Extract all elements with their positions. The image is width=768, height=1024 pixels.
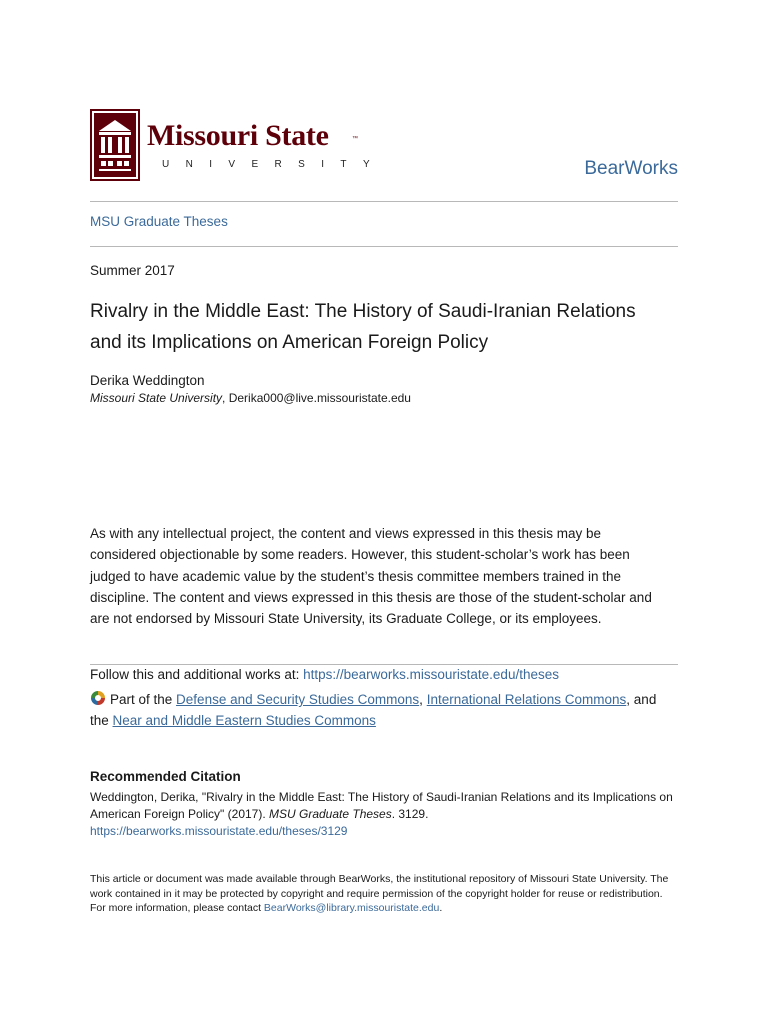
title-line-2: and its Implications on American Foreign Policy	[90, 332, 489, 353]
part-of-sep-2: , and the	[90, 692, 657, 728]
disclaimer-paragraph: As with any intellectual project, the content and views expressed in this thesis may be considered objectionable by some readers. However, this student-scholar’s work has been judged to have academic value by the student’s thesis committee members trained in the discipline. The content and views expressed in this thesis are those of the student-scholar and are not endorsed by Missouri State University, its Graduate College, or its employees.	[90, 526, 652, 627]
defense-security-commons-link[interactable]: Defense and Security Studies Commons	[176, 692, 420, 707]
divider-follow	[90, 664, 678, 665]
near-middle-eastern-commons-link[interactable]: Near and Middle Eastern Studies Commons	[112, 713, 376, 728]
contact-prefix: For more information, please contact	[90, 902, 264, 914]
theses-url-link[interactable]: https://bearworks.missouristate.edu/theses	[303, 667, 559, 682]
follow-line	[90, 667, 559, 682]
footer-repository-text: This article or document was made available through BearWorks, the institutional repository of Missouri State University. The work contained in it may be protected by copyright and require permission of the copyright holder for reuse or redistribution.	[90, 873, 669, 900]
contact-suffix: .	[439, 902, 443, 914]
citation-url-link[interactable]: https://bearworks.missouristate.edu/theses/3129	[90, 824, 348, 838]
affiliation-separator: ,	[222, 391, 229, 405]
bearworks-link[interactable]: BearWorks	[584, 158, 678, 179]
logo-trademark: ™	[352, 136, 358, 142]
footer-notice	[90, 872, 680, 916]
divider-bottom	[90, 246, 678, 247]
institution-name: Missouri State University	[90, 391, 223, 405]
international-relations-commons-link[interactable]: International Relations Commons	[426, 692, 627, 707]
author-affiliation	[90, 391, 411, 405]
part-of-line	[90, 689, 678, 731]
logo-university-text: UNIVERSITY	[162, 159, 387, 170]
citation-journal: MSU Graduate Theses	[269, 807, 392, 821]
divider-top	[90, 201, 678, 202]
part-of-sep-1: ,	[419, 692, 427, 707]
logo-wordmark: Missouri State	[147, 119, 329, 152]
footer-contact-line	[90, 901, 680, 916]
missouri-state-logo[interactable]	[90, 109, 387, 181]
title-line-1: Rivalry in the Middle East: The History of Saudi-Iranian Relations	[90, 301, 636, 322]
recommended-citation-body	[90, 789, 690, 840]
contact-email-link[interactable]: BearWorks@library.missouristate.edu	[263, 902, 440, 914]
network-commons-icon	[90, 690, 106, 706]
thesis-title	[90, 296, 690, 358]
author-name: Derika Weddington	[90, 373, 205, 388]
citation-suffix: . 3129.	[391, 807, 429, 821]
publication-date: Summer 2017	[90, 263, 175, 278]
part-of-prefix: Part of the	[110, 692, 177, 707]
university-seal-icon	[90, 109, 140, 181]
author-email: Derika000@live.missouristate.edu	[228, 391, 411, 405]
series-link[interactable]: MSU Graduate Theses	[90, 214, 228, 229]
recommended-citation-heading: Recommended Citation	[90, 769, 241, 784]
follow-prefix: Follow this and additional works at:	[90, 667, 304, 682]
citation-text: Weddington, Derika, "Rivalry in the Middle East: The History of Saudi-Iranian Relations and its Implications on American Foreign Policy" (2017).	[90, 790, 673, 821]
